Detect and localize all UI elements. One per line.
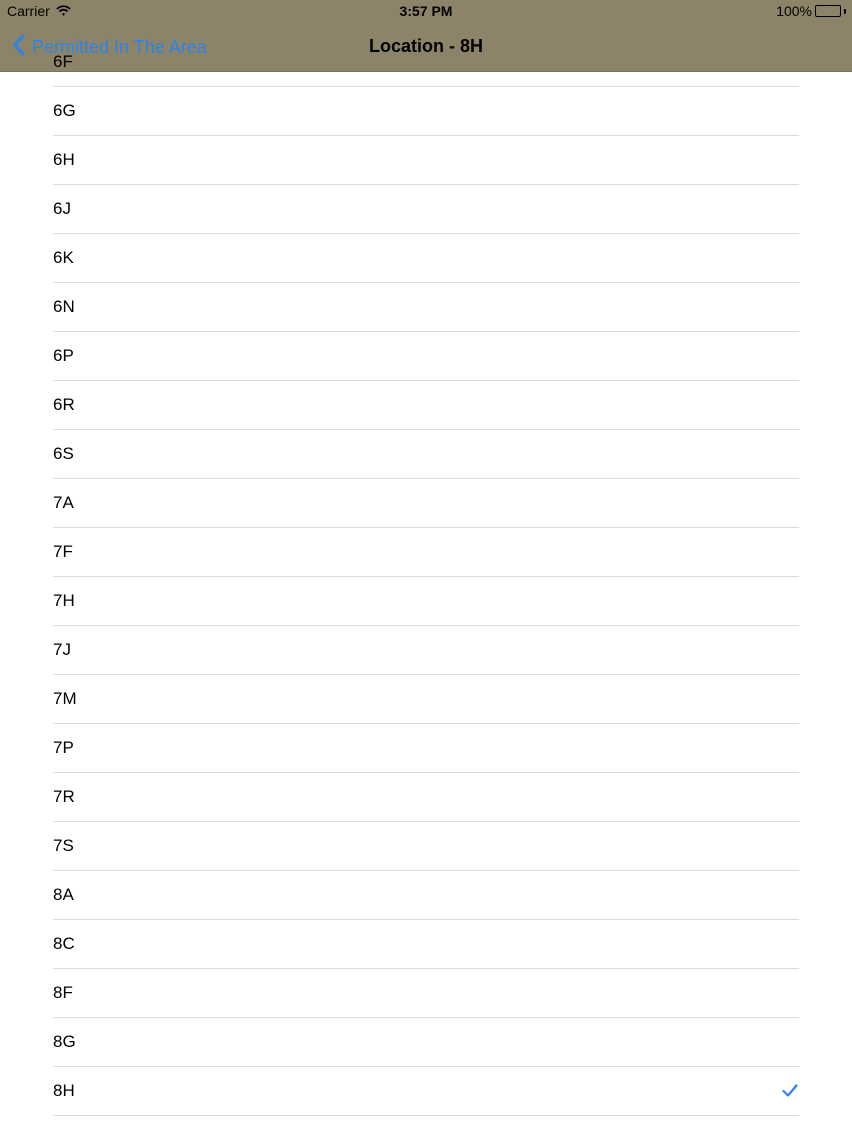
page-title: Location - 8H [368,36,483,56]
list-item-label: 6F [53,52,73,71]
battery-icon [815,5,841,17]
list-item[interactable] [0,87,852,136]
list-item-label: 7J [53,640,71,659]
list-item[interactable] [0,773,852,822]
list-item-label: 8C [53,934,75,953]
list-item-label: 8F [53,983,73,1002]
list-item[interactable] [0,136,852,185]
checkmark-icon [782,1084,798,1102]
row-separator [53,1115,799,1116]
list-item[interactable] [0,185,852,234]
list-item[interactable] [0,577,852,626]
list-item[interactable] [0,381,852,430]
list-item[interactable] [0,626,852,675]
list-item[interactable] [0,1018,852,1067]
list-item-label: 7S [53,836,74,855]
carrier-label: Carrier [7,3,50,19]
list-item[interactable] [0,283,852,332]
list-item-label: 8G [53,1032,76,1051]
battery-percentage: 100% [776,3,812,19]
list-item-label: 6R [53,395,75,414]
list-item[interactable] [0,479,852,528]
list-item[interactable] [0,38,852,87]
list-item-label: 7F [53,542,73,561]
list-item-label: 6K [53,248,74,267]
list-item-label: 7A [53,493,74,512]
list-item-label: 7R [53,787,75,806]
list-item[interactable] [0,871,852,920]
list-item[interactable] [0,675,852,724]
list-item-label: 7P [53,738,74,757]
list-item-label: 6G [53,101,76,120]
list-item[interactable] [0,430,852,479]
status-time: 3:57 PM [399,3,453,19]
list-item[interactable] [0,332,852,381]
list-item[interactable] [0,969,852,1018]
list-item-label: 6J [53,199,71,218]
list-item-label: 6N [53,297,75,316]
list-item-label: 7M [53,689,77,708]
battery-indicator [776,3,846,19]
back-button-label: Permitted In The Area [32,37,207,57]
list-item[interactable] [0,234,852,283]
list-item-label: 7H [53,591,75,610]
list-item-label: 8H [53,1081,75,1100]
list-item-label: 6P [53,346,74,365]
list-item[interactable] [0,920,852,969]
list-item-label: 8A [53,885,74,904]
status-bar [0,0,852,22]
list-item[interactable] [0,1067,852,1116]
list-item[interactable] [0,724,852,773]
list-item-label: 6S [53,444,74,463]
list-item[interactable] [0,822,852,871]
list-item-label: 6H [53,150,75,169]
list-item[interactable] [0,528,852,577]
